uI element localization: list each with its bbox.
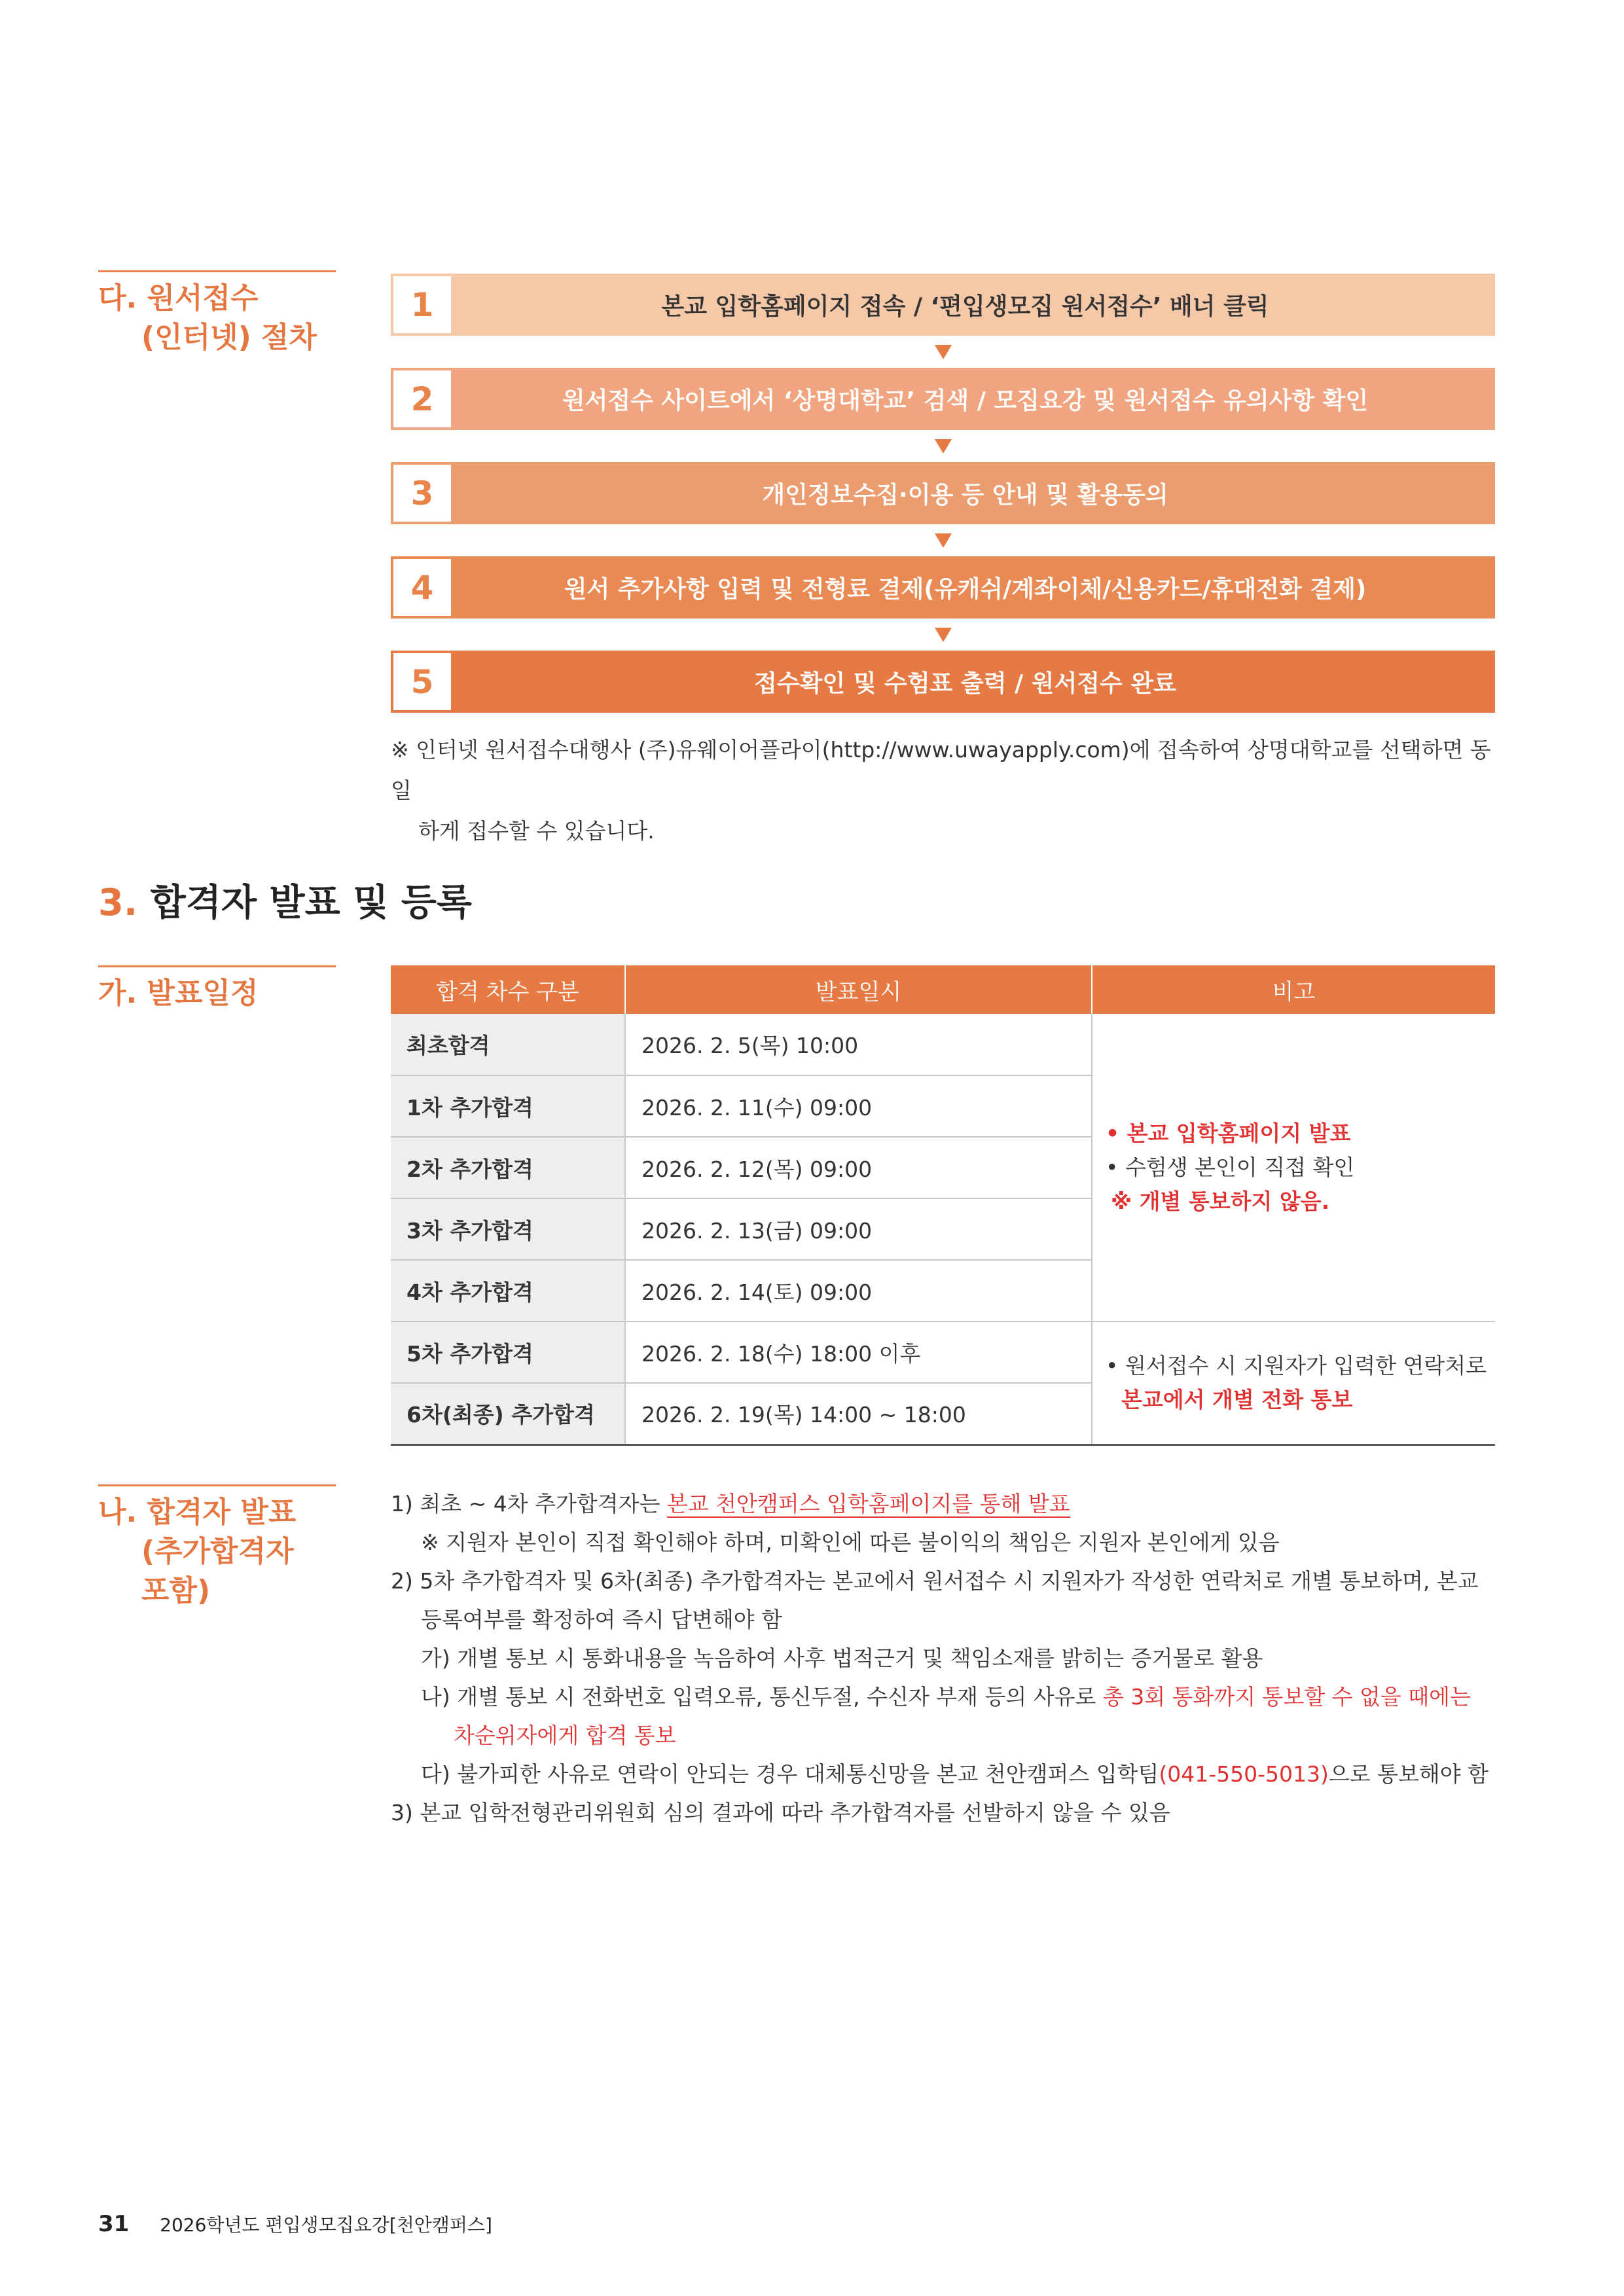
section-3-title — [98, 874, 472, 926]
remark-website-line1: • 본교 입학홈페이지 발표 — [1106, 1120, 1351, 1146]
remark-cell-phone — [1092, 1321, 1495, 1444]
item-2-line1: 2) 5차 추가합격자 및 6차(최종) 추가합격자는 본교에서 원서접수 시 지원자가 작성한 연락처로 개별 통보하며, 본교 — [391, 1568, 1479, 1594]
item-2-c-phone: (041-550-5013) — [1159, 1761, 1329, 1787]
item-1-sub: ※ 지원자 본인이 직접 확인해야 하며, 미확인에 따른 불이익의 책임은 지원자 본인에게 있음 — [421, 1530, 1280, 1555]
step-5 — [391, 651, 1495, 713]
down-arrow-icon — [391, 619, 1495, 651]
item-2-b-highlight: 총 3회 통화까지 통보할 수 없을 때에는 — [1102, 1684, 1471, 1710]
remark-website-line2: • 수험생 본인이 직접 확인 — [1106, 1154, 1355, 1180]
step-2 — [391, 368, 1495, 430]
round-cell: 최초합격 — [391, 1014, 625, 1075]
round-cell: 4차 추가합격 — [391, 1260, 625, 1321]
table-header-row — [391, 965, 1495, 1014]
step-1 — [391, 274, 1495, 336]
table-row — [391, 1014, 1495, 1075]
item-2-b — [391, 1677, 1517, 1716]
step-3 — [391, 462, 1495, 524]
item-3: 3) 본교 입학전형관리위원회 심의 결과에 따라 추가합격자를 선발하지 않을 수 있음 — [391, 1800, 1170, 1825]
footer-text: 2026학년도 편입생모집요강[천안캠퍼스] — [160, 2214, 492, 2236]
datetime-cell: 2026. 2. 5(목) 10:00 — [625, 1014, 1092, 1075]
announcement-details — [391, 1484, 1517, 1832]
step-number: 3 — [393, 465, 451, 522]
datetime-cell: 2026. 2. 12(목) 09:00 — [625, 1137, 1092, 1198]
table-row — [391, 1321, 1495, 1383]
header-remark: 비고 — [1092, 965, 1495, 1014]
section-d-title-line2: (인터넷) 절차 — [141, 321, 317, 354]
section-3-text: 합격자 발표 및 등록 — [150, 882, 473, 924]
item-2-c — [391, 1755, 1517, 1793]
step-number: 4 — [393, 559, 451, 616]
item-1-prefix: 1) 최초 ~ 4차 추가합격자는 — [391, 1491, 667, 1516]
datetime-cell: 2026. 2. 14(토) 09:00 — [625, 1260, 1092, 1321]
round-cell: 3차 추가합격 — [391, 1198, 625, 1260]
round-cell: 1차 추가합격 — [391, 1075, 625, 1137]
header-round: 합격 차수 구분 — [391, 965, 625, 1014]
section-ga-heading — [98, 965, 336, 1013]
page-footer — [98, 2211, 492, 2237]
section-na-title-line1: 나. 합격자 발표 — [98, 1496, 297, 1529]
down-arrow-icon — [391, 524, 1495, 556]
section-na-title-line2: (추가합격자 — [141, 1535, 294, 1568]
section-na-heading — [98, 1484, 336, 1611]
step-label: 원서접수 사이트에서 ‘상명대학교’ 검색 / 모집요강 및 원서접수 유의사항 확인 — [562, 387, 1369, 414]
step-4 — [391, 556, 1495, 619]
page-number: 31 — [98, 2211, 130, 2237]
application-steps — [391, 274, 1495, 713]
step-label: 본교 입학홈페이지 접속 / ‘편입생모집 원서접수’ 배너 클릭 — [661, 293, 1269, 320]
step-number: 2 — [393, 370, 451, 427]
round-cell: 6차(최종) 추가합격 — [391, 1383, 625, 1444]
step-number: 5 — [393, 653, 451, 710]
section-ga-title: 가. 발표일정 — [98, 977, 259, 1010]
section-na-title-line3: 포함) — [141, 1574, 211, 1607]
round-cell: 5차 추가합격 — [391, 1321, 625, 1383]
step-label: 개인정보수집·이용 등 안내 및 활용동의 — [762, 482, 1168, 509]
header-datetime: 발표일시 — [625, 965, 1092, 1014]
section-3-number: 3. — [98, 882, 138, 924]
datetime-cell: 2026. 2. 13(금) 09:00 — [625, 1198, 1092, 1260]
step-label: 원서 추가사항 입력 및 전형료 결제(유캐쉬/계좌이체/신용카드/휴대전화 결제) — [564, 576, 1367, 603]
note-line2: 하게 접수할 수 있습니다. — [418, 818, 655, 844]
item-2-c-prefix: 다) 불가피한 사유로 연락이 안되는 경우 대체통신망을 본교 천안캠퍼스 입학팀 — [421, 1761, 1159, 1787]
round-cell: 2차 추가합격 — [391, 1137, 625, 1198]
item-2-line2: 등록여부를 확정하여 즉시 답변해야 함 — [421, 1607, 783, 1632]
announcement-schedule-table — [391, 965, 1495, 1446]
datetime-cell: 2026. 2. 11(수) 09:00 — [625, 1075, 1092, 1137]
datetime-cell: 2026. 2. 19(목) 14:00 ~ 18:00 — [625, 1383, 1092, 1444]
item-2-b-prefix: 나) 개별 통보 시 전화번호 입력오류, 통신두절, 수신자 부재 등의 사유로 — [421, 1684, 1103, 1710]
remark-website-line3: ※ 개별 통보하지 않음. — [1111, 1188, 1330, 1214]
down-arrow-icon — [391, 336, 1495, 368]
step-number: 1 — [393, 276, 451, 333]
remark-cell-website — [1092, 1014, 1495, 1321]
down-arrow-icon — [391, 430, 1495, 462]
note-line1: ※ 인터넷 원서접수대행사 (주)유웨이어플라이(http://www.uwayapply.com)에 접속하여 상명대학교를 선택하면 동일 — [391, 737, 1491, 803]
item-1-highlight: 본교 천안캠퍼스 입학홈페이지를 통해 발표 — [666, 1491, 1070, 1516]
item-1 — [391, 1484, 1517, 1523]
remark-phone-line2: 본교에서 개별 전화 통보 — [1121, 1386, 1353, 1412]
section-d-title-line1: 다. 원서접수 — [98, 281, 259, 315]
datetime-cell: 2026. 2. 18(수) 18:00 이후 — [625, 1321, 1092, 1383]
remark-phone-line1: • 원서접수 시 지원자가 입력한 연락처로 — [1106, 1352, 1487, 1378]
application-note — [391, 730, 1504, 852]
item-2-b-line2: 차순위자에게 합격 통보 — [454, 1723, 676, 1748]
section-d-heading — [98, 270, 336, 357]
item-2-a: 가) 개별 통보 시 통화내용을 녹음하여 사후 법적근거 및 책임소재를 밝히는 증거물로 활용 — [421, 1645, 1263, 1671]
item-2-c-suffix: 으로 통보해야 함 — [1328, 1761, 1489, 1787]
step-label: 접수확인 및 수험표 출력 / 원서접수 완료 — [754, 670, 1176, 697]
